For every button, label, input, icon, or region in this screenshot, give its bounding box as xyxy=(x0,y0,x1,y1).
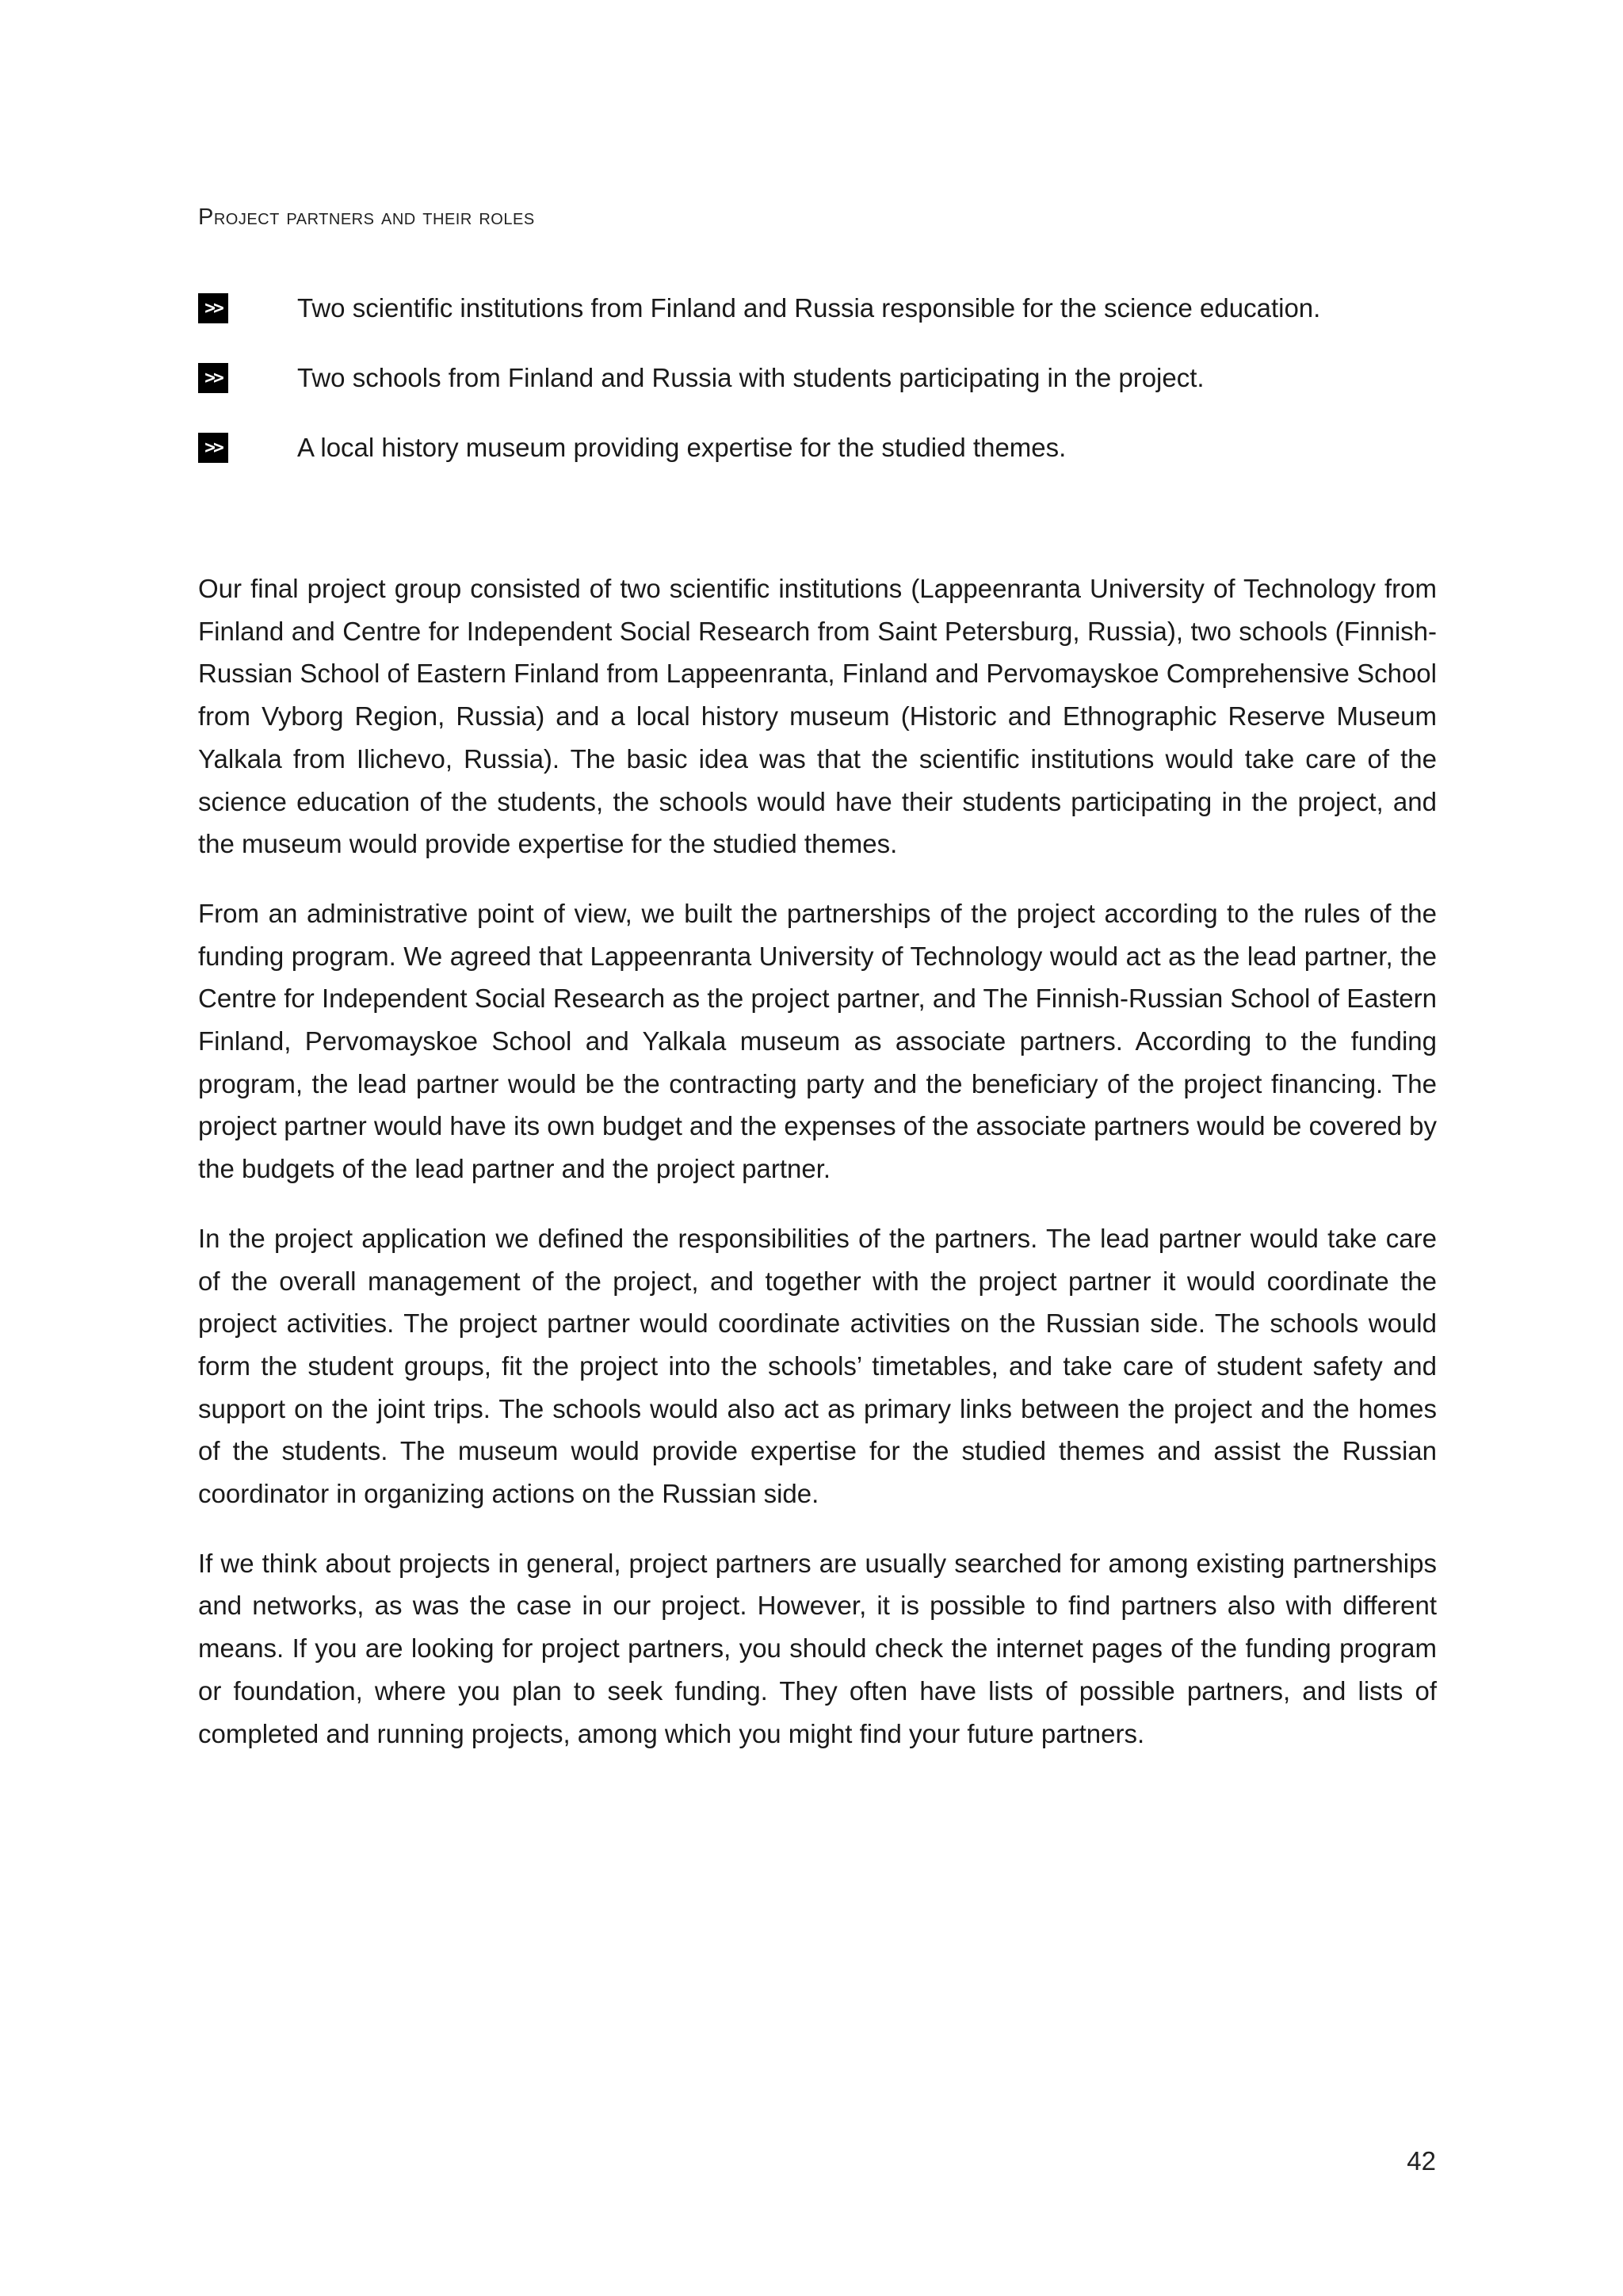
double-chevron-right-icon: >> xyxy=(198,433,228,463)
list-item xyxy=(198,360,1434,430)
section-title: Project partners and their roles xyxy=(198,204,535,230)
double-chevron-right-icon: >> xyxy=(198,293,228,323)
list-item xyxy=(198,430,1434,499)
page-number: 42 xyxy=(1407,2146,1436,2176)
list-item xyxy=(198,290,1434,360)
paragraph-project-group: Our final project group consisted of two scientific institutions (Lappeenranta University of Technology from Finland and Centre for Independent Social Research from Saint Petersburg, Russia), two schools (Finnish-Russian School of Eastern Finland from Lappeenranta, Finland and Pervomayskoe Comprehensive School from Vyborg Region, Russia) and a local history museum (Historic and Ethnographic Reserve Museum Yalkala from Ilichevo, Russia). The basic idea was that the scientific institutions would take care of the science education of the students, the schools would have their students participating in the project, and the museum would provide expertise for the studied themes. xyxy=(198,574,1437,859)
partner-role-list xyxy=(198,290,1434,499)
list-item-text: A local history museum providing expertise for the studied themes. xyxy=(297,433,1067,462)
double-chevron-right-icon: >> xyxy=(198,363,228,393)
paragraph-responsibilities: In the project application we defined the responsibilities of the partners. The lead partner would take care of the overall management of the project, and together with the project partner it would coordinate the project activities. The project partner would coordinate activities on the Russian side. The schools would form the student groups, fit the project into the schools’ timetables, and take care of student safety and support on the joint trips. The schools would also act as primary links between the project and the homes of the students. The museum would provide expertise for the studied themes and assist the Russian coordinator in organizing actions on the Russian side. xyxy=(198,1223,1437,1509)
body-text xyxy=(198,567,1437,1782)
list-item-text: Two scientific institutions from Finland and Russia responsible for the science education. xyxy=(297,293,1321,323)
paragraph-administration: From an administrative point of view, we built the partnerships of the project according to the rules of the funding program. We agreed that Lappeenranta University of Technology would act as the lead partner, the Centre for Independent Social Research as the project partner, and The Finnish-Russian School of Eastern Finland, Pervomayskoe School and Yalkala museum as associate partners. According to the funding program, the lead partner would be the contracting party and the beneficiary of the project financing. The project partner would have its own budget and the expenses of the associate partners would be covered by the budgets of the lead partner and the project partner. xyxy=(198,898,1437,1184)
list-item-text: Two schools from Finland and Russia with students participating in the project. xyxy=(297,363,1205,392)
paragraph-finding-partners: If we think about projects in general, project partners are usually searched for among existing partnerships and networks, as was the case in our project. However, it is possible to find partners also with different means. If you are looking for project partners, you should check the internet pages of the funding program or foundation, where you plan to seek funding. They often have lists of possible partners, and lists of completed and running projects, among which you might find your future partners. xyxy=(198,1548,1437,1748)
